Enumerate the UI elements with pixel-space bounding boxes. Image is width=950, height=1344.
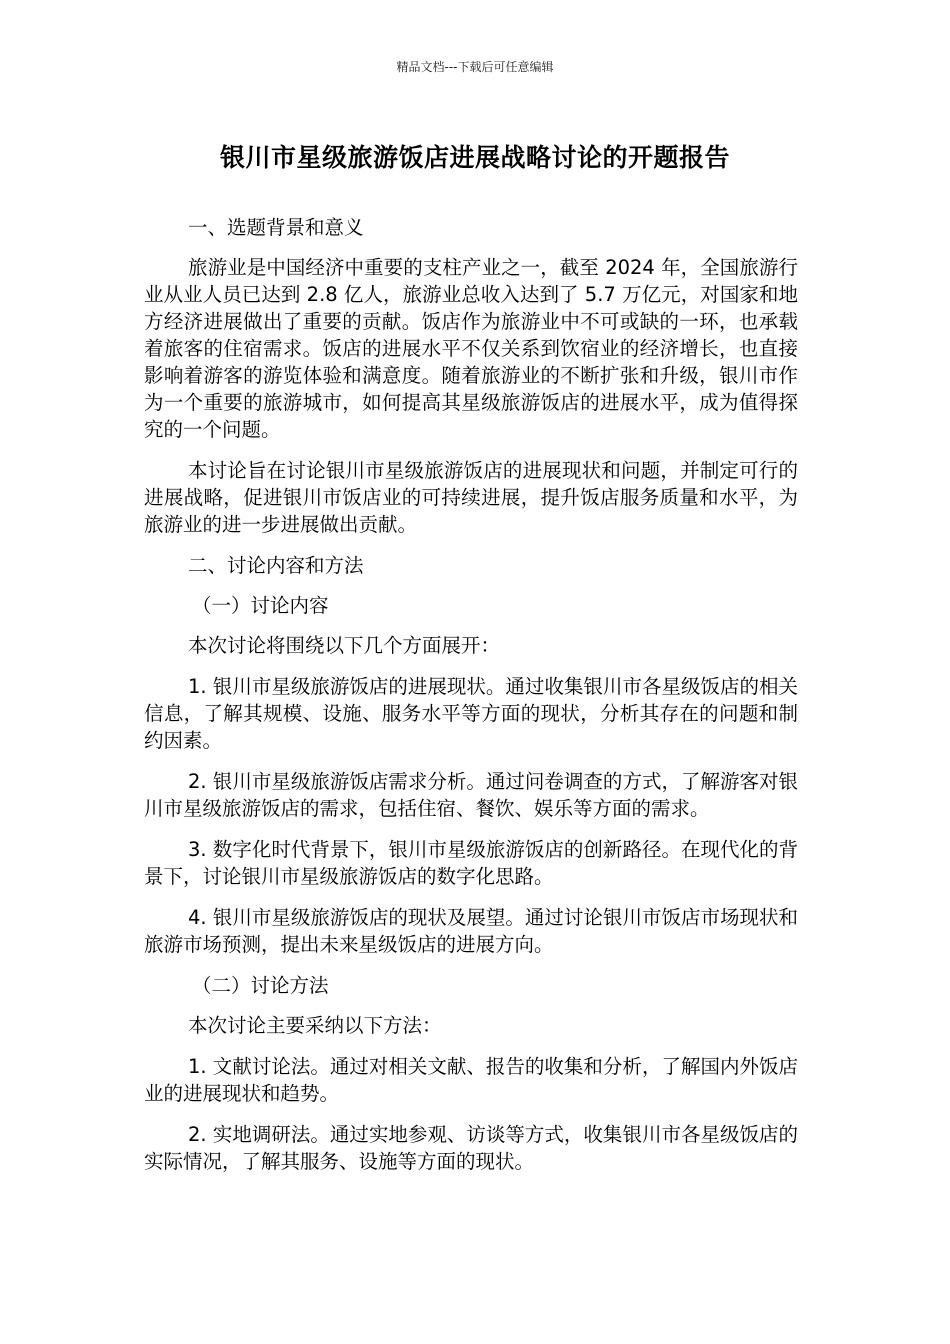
document-title: 银川市星级旅游饭店进展战略讨论的开题报告 [219, 143, 730, 172]
subsection-heading: （一）讨论内容 [192, 594, 329, 617]
list-item: 2. 银川市星级旅游饭店需求分析。通过问卷调查的方式，了解游客对银川市星级旅游饭店的需求，包括住宿、餐饮、娱乐等方面的需求。 [144, 770, 798, 820]
paragraph: 旅游业是中国经济中重要的支柱产业之一，截至 2024 年，全国旅游行业从业人员已达到 2.8 亿人，旅游业总收入达到了 5.7 万亿元，对国家和地方经济进展做出了重要的贡献。饭店作为旅游业中不可或缺的一环，也承载着旅客的住宿需求。饭店的进展水平不仅关系到饮宿业的经济增长，也直接影响着游客的游览体验和满意度。随着旅游业的不断扩张和升级，银川市作为一个重要的旅游城市，如何提高其星级旅游饭店的进展水平，成为值得探究的一个问题。 [144, 256, 798, 441]
paragraph: 本次讨论将围绕以下几个方面展开： [188, 634, 501, 657]
list-item: 2. 实地调研法。通过实地参观、访谈等方式，收集银川市各星级饭店的实际情况，了解其服务、设施等方面的现状。 [144, 1123, 798, 1173]
paragraph: 本次讨论主要采纳以下方法： [188, 1014, 442, 1037]
list-item: 3. 数字化时代背景下，银川市星级旅游饭店的创新路径。在现代化的背景下，讨论银川市星级旅游饭店的数字化思路。 [144, 838, 798, 888]
subsection-heading: （二）讨论方法 [192, 974, 329, 997]
section-heading: 二、讨论内容和方法 [188, 554, 364, 577]
paragraph: 本讨论旨在讨论银川市星级旅游饭店的进展现状和问题，并制定可行的进展战略，促进银川市饭店业的可持续进展，提升饭店服务质量和水平，为旅游业的进一步进展做出贡献。 [144, 459, 798, 536]
list-item: 1. 银川市星级旅游饭店的进展现状。通过收集银川市各星级饭店的相关信息，了解其规模、设施、服务水平等方面的现状，分析其存在的问题和制约因素。 [144, 675, 798, 752]
section-heading: 一、选题背景和意义 [188, 216, 364, 239]
document-body [144, 214, 798, 1189]
list-item: 1. 文献讨论法。通过对相关文献、报告的收集和分析，了解国内外饭店业的进展现状和趋势。 [144, 1055, 798, 1105]
header-note: 精品文档---下载后可任意编辑 [396, 60, 554, 74]
list-item: 4. 银川市星级旅游饭店的现状及展望。通过讨论银川市饭店市场现状和旅游市场预测，提出未来星级饭店的进展方向。 [144, 906, 798, 956]
